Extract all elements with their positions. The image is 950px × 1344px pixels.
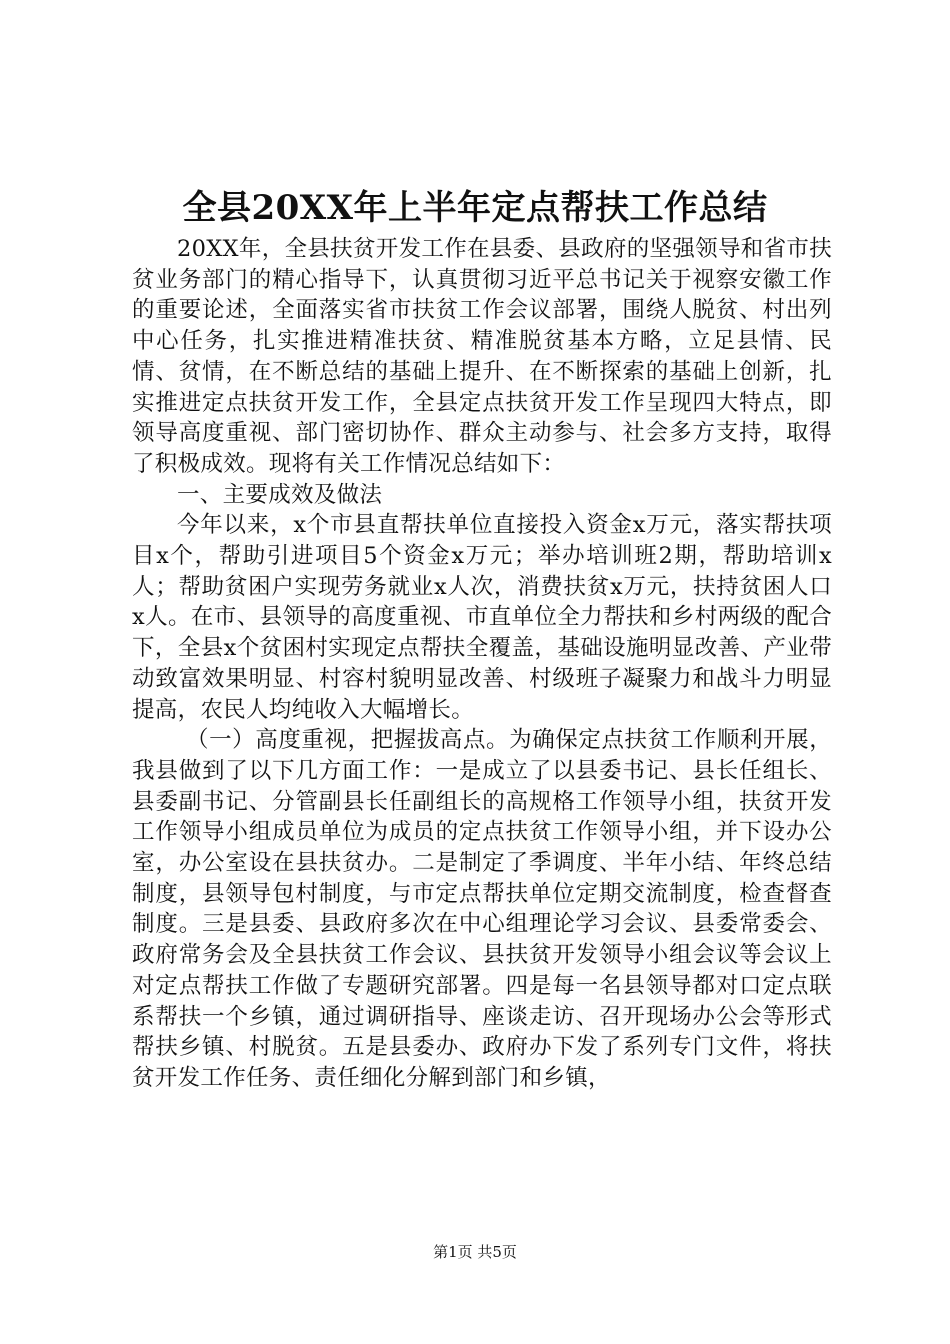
intro-paragraph: 20XX年，全县扶贫开发工作在县委、县政府的坚强领导和省市扶贫业务部门的精心指导下，认真贯彻习近平总书记关于视察安徽工作的重要论述，全面落实省市扶贫工作会议部署，围绕人脱贫、村出列中心任务，扎实推进精准扶贫、精准脱贫基本方略，立足县情、民情、贫情，在不断总结的基础上提升、在不断探索的基础上创新，扎实推进定点扶贫开发工作，全县定点扶贫开发工作呈现四大特点，即领导高度重视、部门密切协作、群众主动参与、社会多方支持，取得了积极成效。现将有关工作情况总结如下： <box>132 236 832 477</box>
section-heading: 一、主要成效及做法 <box>177 481 383 508</box>
page-footer: 第1页 共5页 <box>433 1243 517 1261</box>
achievements-paragraph: 今年以来，x个市县直帮扶单位直接投入资金x万元，落实帮扶项目x个，帮助引进项目5个资金x万元；举办培训班2期，帮助培训x人；帮助贫困户实现劳务就业x人次，消费扶贫x万元，扶持贫困人口x人。在市、县领导的高度重视、市直单位全力帮扶和乡村两级的配合下，全县x个贫困村实现定点帮扶全覆盖，基础设施明显改善、产业带动致富效果明显、村容村貌明显改善、村级班子凝聚力和战斗力明显提高，农民人均纯收入大幅增长。 <box>132 512 832 723</box>
subsection-paragraph: （一）高度重视，把握拔高点。为确保定点扶贫工作顺利开展，我县做到了以下几方面工作：一是成立了以县委书记、县长任组长、县委副书记、分管副县长任副组长的高规格工作领导小组，扶贫开发工作领导小组成员单位为成员的定点扶贫工作领导小组，并下设办公室，办公室设在县扶贫办。二是制定了季调度、半年小结、年终总结制度，县领导包村制度，与市定点帮扶单位定期交流制度，检查督查制度。三是县委、县政府多次在中心组理论学习会议、县委常委会、政府常务会及全县扶贫工作会议、县扶贫开发领导小组会议等会议上对定点帮扶工作做了专题研究部署。四是每一名县领导都对口定点联系帮扶一个乡镇，通过调研指导、座谈走访、召开现场办公会等形式帮扶乡镇、村脱贫。五是县委办、政府办下发了系列专门文件，将扶贫开发工作任务、责任细化分解到部门和乡镇， <box>132 727 832 1091</box>
document-title: 全县20XX年上半年定点帮扶工作总结 <box>182 188 768 228</box>
document-body <box>132 234 832 1094</box>
